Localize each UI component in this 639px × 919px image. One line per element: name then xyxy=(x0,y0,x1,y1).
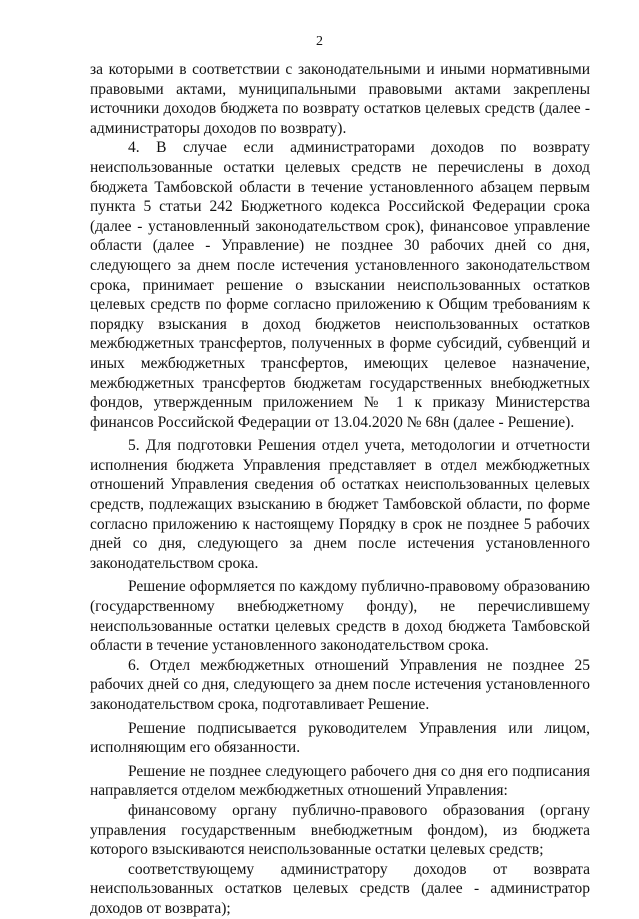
paragraph-recipient-finance-body: финансовому органу публично-правового образования (органу управления государственным внебюджетным фондом), из бюджета которого взыскиваются неиспользованные остатки целевых средств; xyxy=(90,801,590,859)
paragraph-recipient-administrator: соответствующему администратору доходов от возврата неиспользованных остатков целевых средств (далее - администратор доходов от возврата); xyxy=(90,860,590,917)
paragraph-continuation: за которыми в соответствии с законодательными и иными нормативными правовыми актами, муниципальными правовыми актами закреплены источники доходов бюджета по возврату остатков целевых средств (далее - администраторы доходов по возврату). xyxy=(90,61,590,137)
paragraph-item-5: 5. Для подготовки Решения отдел учета, методологии и отчетности исполнения бюджета Управления представляет в отдел межбюджетных отношений Управления сведения об остатках неиспользованных целевых средств, подлежащих взысканию в бюджет Тамбовской области, по форме согласно приложению к настоящему Порядку в срок не позднее 5 рабочих дней со дня, следующего за днем после истечения установленного законодательством срока. xyxy=(90,437,590,572)
paragraph-item-6: 6. Отдел межбюджетных отношений Управления не позднее 25 рабочих дней со дня, следующего за днем после истечения установленного законодательством срока, подготавливает Решение. xyxy=(90,656,590,713)
paragraph-decision-sent: Решение не позднее следующего рабочего дня со дня его подписания направляется отделом межбюджетных отношений Управления: xyxy=(90,762,590,800)
paragraph-item-4: 4. В случае если администраторами доходов по возврату неиспользованные остатки целевых средств не перечислены в доход бюджета Тамбовской области в течение установленного абзацем первым пункта 5 статьи 242 Бюджетного кодекса Российской Федерации срока (далее - установленный законодательством срок), финансовое управление области (далее - Управление) не позднее 30 рабочих дней со дня, следующего за днем после истечения установленного законодательством срока, принимает решение о взыскании неиспользованных остатков целевых средств по форме согласно приложению к Общим требованиям к порядку взыскания в доход бюджетов неиспользованных остатков межбюджетных трансфертов, полученных в форме субсидий, субвенций и иных межбюджетных трансфертов, имеющих целевое назначение, межбюджетных трансфертов бюджетам государственных внебюджетных фондов, утвержденным приложением № 1 к приказу Министерства финансов Российской Федерации от 13.04.2020 № 68н (далее - Решение). xyxy=(90,139,590,431)
page-number: 2 xyxy=(316,34,323,49)
paragraph-decision-form: Решение оформляется по каждому публично-правовому образованию (государственному внебюджетному фонду), не перечислившему неиспользованные остатки целевых средств в доход бюджета Тамбовской области в течение установленного законодательством срока. xyxy=(90,578,590,655)
document-body xyxy=(90,60,590,919)
paragraph-decision-signed: Решение подписывается руководителем Управления или лицом, исполняющим его обязанности. xyxy=(90,719,590,757)
